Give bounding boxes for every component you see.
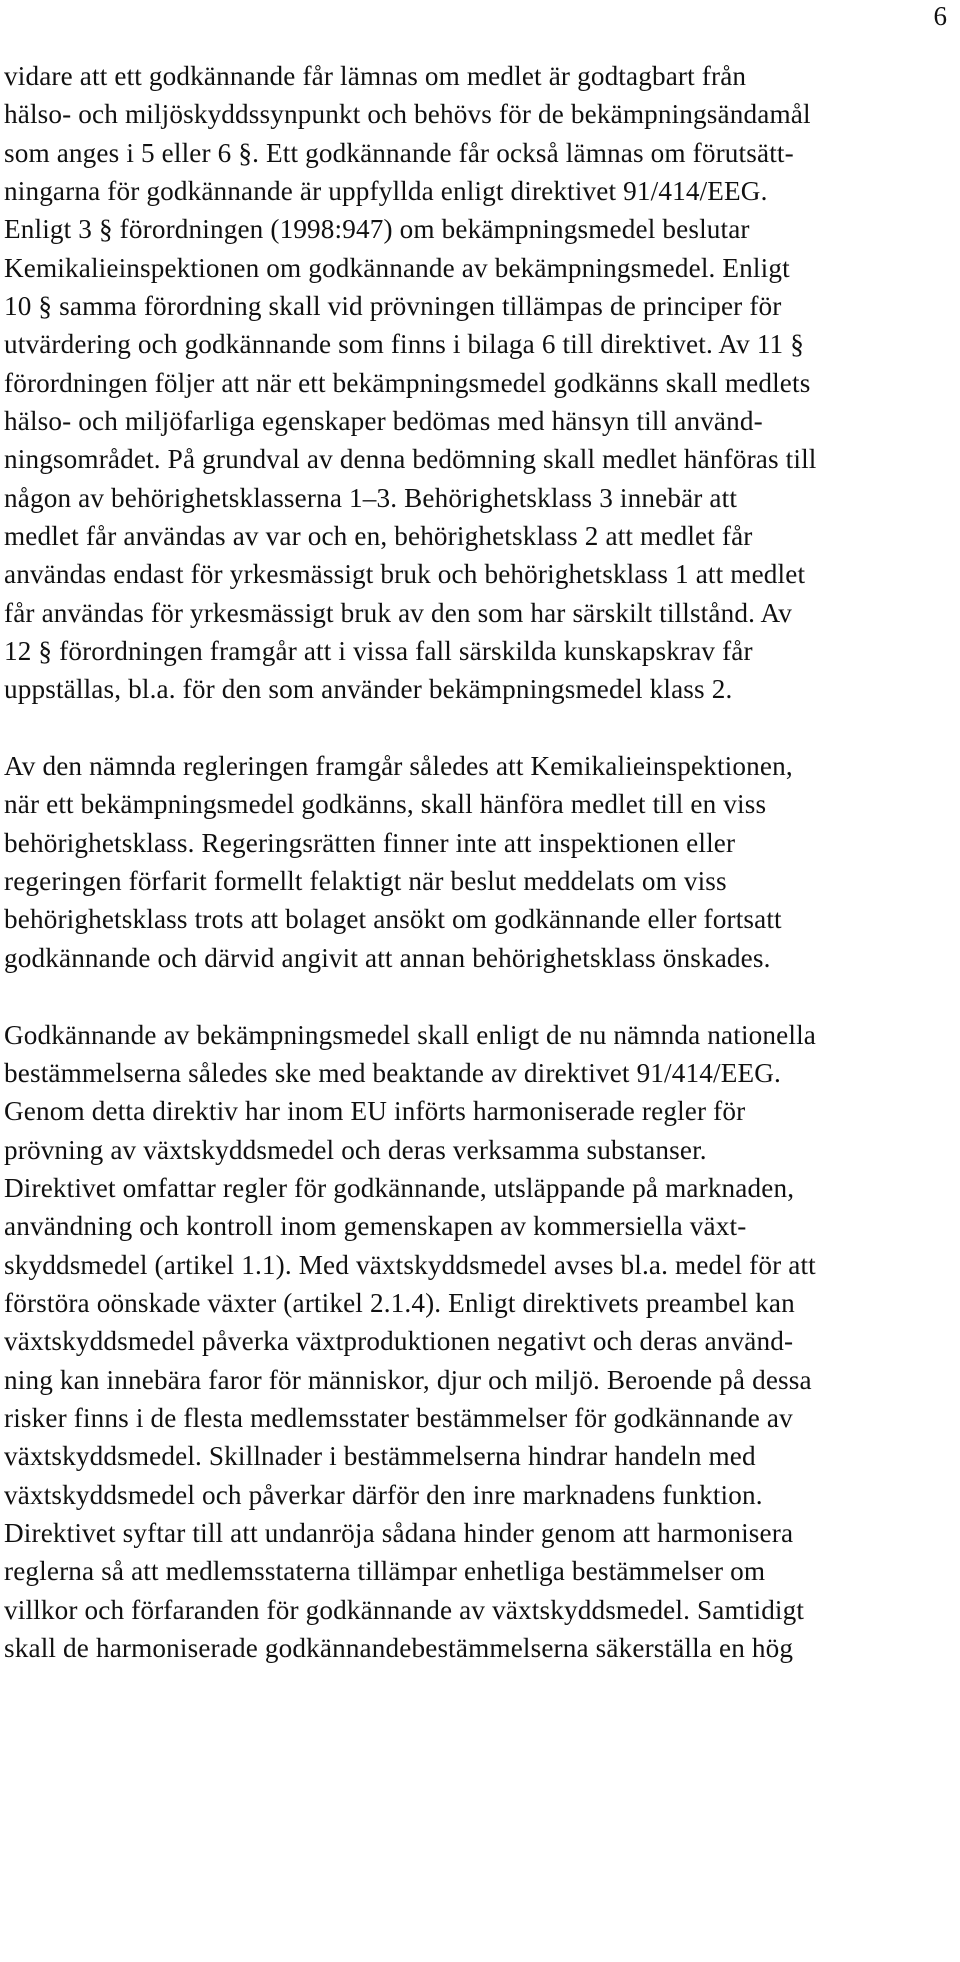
text-line: godkännande och därvid angivit att annan behörighetsklass önskades.	[4, 943, 771, 973]
text-line: behörighetsklass trots att bolaget ansökt om godkännande eller fortsatt	[4, 904, 782, 934]
text-line: ningsområdet. På grundval av denna bedömning skall medlet hänföras till	[4, 444, 817, 474]
text-line: får användas för yrkesmässigt bruk av den som har särskilt tillstånd. Av	[4, 598, 792, 628]
text-line: ningarna för godkännande är uppfyllda enligt direktivet 91/414/EEG.	[4, 176, 768, 206]
text-line: risker finns i de flesta medlemsstater bestämmelser för godkännande av	[4, 1403, 793, 1433]
text-line: prövning av växtskyddsmedel och deras verksamma substanser.	[4, 1135, 707, 1165]
text-line: Enligt 3 § förordningen (1998:947) om bekämpningsmedel beslutar	[4, 214, 750, 244]
text-line: Av den nämnda regleringen framgår således att Kemikalieinspektionen,	[4, 751, 793, 781]
text-line: skyddsmedel (artikel 1.1). Med växtskyddsmedel avses bl.a. medel för att	[4, 1250, 816, 1280]
text-line: Genom detta direktiv har inom EU införts harmoniserade regler för	[4, 1096, 746, 1126]
text-line: någon av behörighetsklasserna 1–3. Behörighetsklass 3 innebär att	[4, 483, 738, 513]
text-line: växtskyddsmedel påverka växtproduktionen negativt och deras använd-	[4, 1326, 794, 1356]
text-line: utvärdering och godkännande som finns i bilaga 6 till direktivet. Av 11 §	[4, 329, 804, 359]
text-line: ning kan innebära faror för människor, djur och miljö. Beroende på dessa	[4, 1365, 812, 1395]
text-line: Kemikalieinspektionen om godkännande av bekämpningsmedel. Enligt	[4, 253, 790, 283]
text-line: Direktivet syftar till att undanröja sådana hinder genom att harmonisera	[4, 1518, 794, 1548]
text-line: användas endast för yrkesmässigt bruk och behörighetsklass 1 att medlet	[4, 559, 806, 589]
text-line: växtskyddsmedel. Skillnader i bestämmelserna hindrar handeln med	[4, 1441, 756, 1471]
text-line: när ett bekämpningsmedel godkänns, skall hänföra medlet till en viss	[4, 789, 767, 819]
text-line: hälso- och miljöskyddssynpunkt och behövs för de bekämpningsändamål	[4, 99, 811, 129]
text-line: hälso- och miljöfarliga egenskaper bedömas med hänsyn till använd-	[4, 406, 763, 436]
text-line: regeringen förfarit formellt felaktigt när beslut meddelats om viss	[4, 866, 727, 896]
text-line: som anges i 5 eller 6 §. Ett godkännande får också lämnas om förutsätt-	[4, 138, 794, 168]
text-line: villkor och förfaranden för godkännande av växtskyddsmedel. Samtidigt	[4, 1595, 805, 1625]
text-line: 12 § förordningen framgår att i vissa fall särskilda kunskapskrav får	[4, 636, 753, 666]
page-number: 6	[933, 1, 947, 31]
text-line: vidare att ett godkännande får lämnas om medlet är godtagbart från	[4, 61, 747, 91]
text-line: behörighetsklass. Regeringsrätten finner inte att inspektionen eller	[4, 828, 736, 858]
text-line: växtskyddsmedel och påverkar därför den inre marknadens funktion.	[4, 1480, 763, 1510]
text-line: förordningen följer att när ett bekämpningsmedel godkänns skall medlets	[4, 368, 811, 398]
text-line: reglerna så att medlemsstaterna tillämpar enhetliga bestämmelser om	[4, 1556, 766, 1586]
text-line: uppställas, bl.a. för den som använder bekämpningsmedel klass 2.	[4, 674, 733, 704]
text-line: användning och kontroll inom gemenskapen av kommersiella växt-	[4, 1211, 747, 1241]
text-line: skall de harmoniserade godkännandebestämmelserna säkerställa en hög	[4, 1633, 794, 1663]
text-line: 10 § samma förordning skall vid prövningen tillämpas de principer för	[4, 291, 782, 321]
text-line: Godkännande av bekämpningsmedel skall enligt de nu nämnda nationella	[4, 1020, 817, 1050]
text-line: förstöra oönskade växter (artikel 2.1.4). Enligt direktivets preambel kan	[4, 1288, 795, 1318]
text-line: medlet får användas av var och en, behörighetsklass 2 att medlet får	[4, 521, 753, 551]
text-line: Direktivet omfattar regler för godkännande, utsläppande på marknaden,	[4, 1173, 795, 1203]
text-line: bestämmelserna således ske med beaktande av direktivet 91/414/EEG.	[4, 1058, 781, 1088]
